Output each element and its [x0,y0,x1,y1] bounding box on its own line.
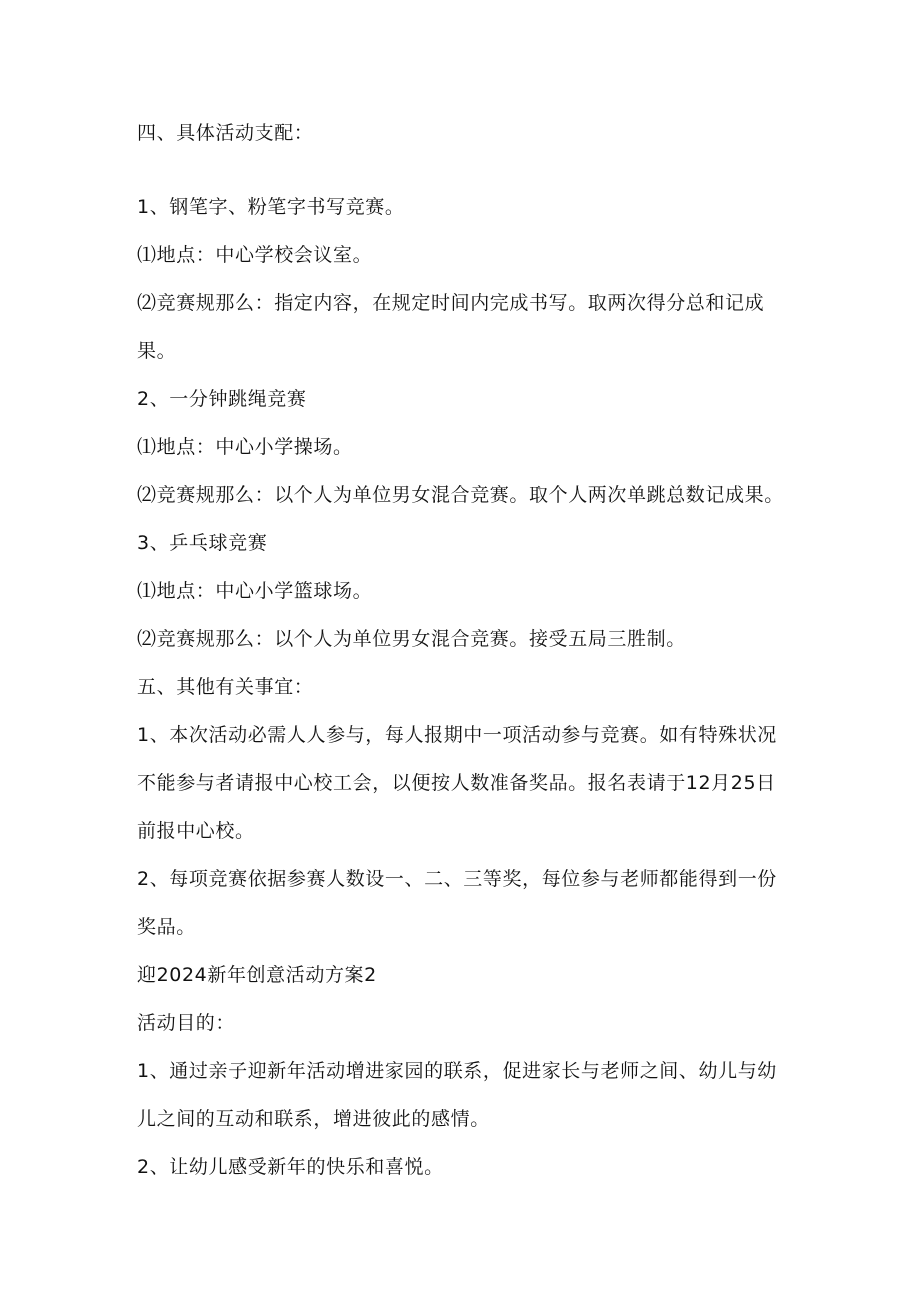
plan-2-title: 迎2024新年创意活动方案2 [137,964,377,986]
section-heading-activity-arrangement: 四、具体活动支配： [137,122,314,144]
purpose-item-1-continued: 儿之间的互动和联系，增进彼此的感情。 [137,1108,490,1130]
calligraphy-rules: ⑵竞赛规那么：指定内容，在规定时间内完成书写。取两次得分总和记成 [137,292,765,314]
purpose-item-1: 1、通过亲子迎新年活动增进家园的联系，促进家长与老师之间、幼儿与幼 [137,1060,777,1082]
rope-skipping-rules: ⑵竞赛规那么：以个人为单位男女混合竞赛。取个人两次单跳总数记成果。 [137,484,784,506]
activity-purpose-heading: 活动目的： [137,1012,236,1034]
other-matters-item-2: 2、每项竞赛依据参赛人数设一、二、三等奖，每位参与老师都能得到一份 [137,868,777,890]
item-rope-skipping-contest: 2、一分钟跳绳竞赛 [137,388,307,410]
other-matters-item-1-end: 前报中心校。 [137,820,255,842]
section-heading-other-matters: 五、其他有关事宜： [137,676,314,698]
other-matters-item-1-continued: 不能参与者请报中心校工会，以便按人数准备奖品。报名表请于12月25日 [137,772,776,794]
rope-skipping-location: ⑴地点：中心小学操场。 [137,436,353,458]
table-tennis-rules: ⑵竞赛规那么：以个人为单位男女混合竞赛。接受五局三胜制。 [137,628,686,650]
table-tennis-location: ⑴地点：中心小学篮球场。 [137,580,373,602]
purpose-item-2: 2、让幼儿感受新年的快乐和喜悦。 [137,1156,444,1178]
other-matters-item-2-end: 奖品。 [137,916,196,938]
item-table-tennis-contest: 3、乒乓球竞赛 [137,532,268,554]
item-calligraphy-contest: 1、钢笔字、粉笔字书写竞赛。 [137,196,405,218]
calligraphy-location: ⑴地点：中心学校会议室。 [137,244,373,266]
other-matters-item-1: 1、本次活动必需人人参与，每人报期中一项活动参与竞赛。如有特殊状况 [137,724,777,746]
calligraphy-rules-continued: 果。 [137,340,177,362]
